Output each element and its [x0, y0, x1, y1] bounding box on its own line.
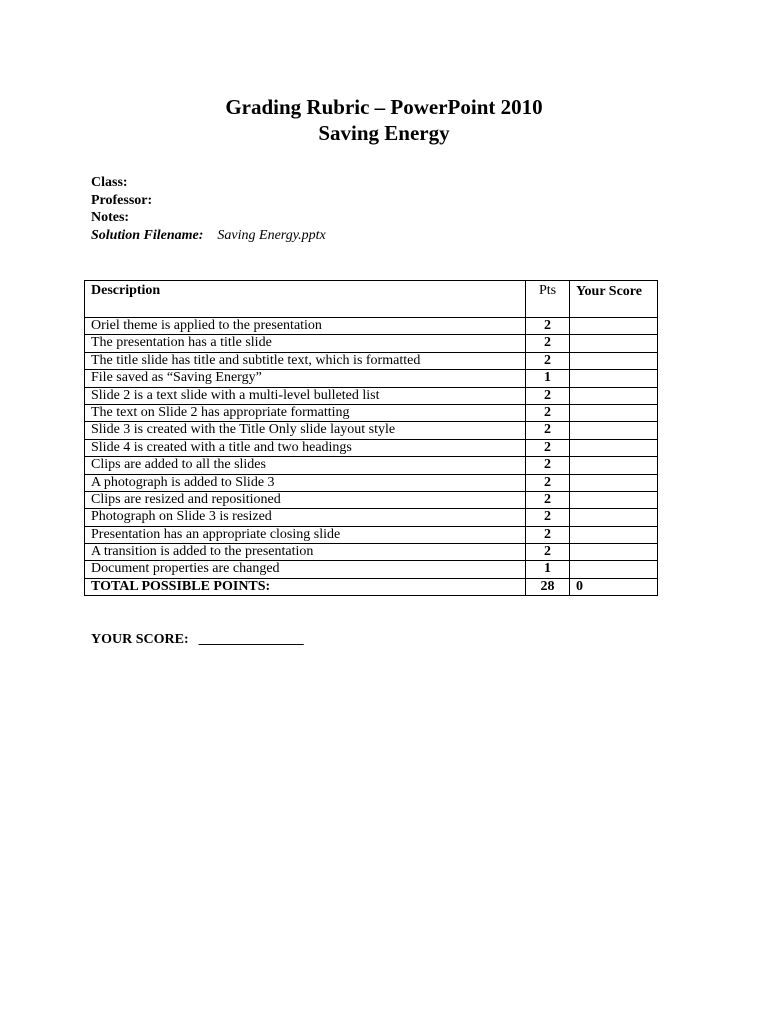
- rubric-row: [85, 491, 658, 508]
- row-description: Slide 2 is a text slide with a multi-level bulleted list: [85, 387, 526, 404]
- rubric-row: [85, 457, 658, 474]
- header-pts: Pts: [526, 281, 570, 318]
- rubric-row: [85, 544, 658, 561]
- row-pts: 2: [526, 526, 570, 543]
- row-description: Presentation has an appropriate closing slide: [85, 526, 526, 543]
- row-description: The title slide has title and subtitle text, which is formatted: [85, 352, 526, 369]
- row-score: [570, 387, 658, 404]
- document-title: Grading Rubric – PowerPoint 2010: [225, 95, 543, 119]
- row-pts: 2: [526, 457, 570, 474]
- notes-label: Notes:: [91, 210, 130, 225]
- row-pts: 1: [526, 370, 570, 387]
- total-pts: 28: [526, 578, 570, 595]
- row-description: Document properties are changed: [85, 561, 526, 578]
- rubric-row: [85, 422, 658, 439]
- row-pts: 2: [526, 509, 570, 526]
- row-score: [570, 491, 658, 508]
- row-description: Oriel theme is applied to the presentation: [85, 318, 526, 335]
- solution-filename-value: Saving Energy.pptx: [217, 227, 326, 243]
- row-description: Slide 4 is created with a title and two headings: [85, 439, 526, 456]
- row-score: [570, 404, 658, 421]
- your-score-line: [91, 632, 304, 648]
- rubric-row: [85, 352, 658, 369]
- row-pts: 2: [526, 422, 570, 439]
- row-score: [570, 352, 658, 369]
- rubric-row: [85, 318, 658, 335]
- row-description: A transition is added to the presentation: [85, 544, 526, 561]
- row-pts: 2: [526, 404, 570, 421]
- row-description: Clips are added to all the slides: [85, 457, 526, 474]
- row-description: Photograph on Slide 3 is resized: [85, 509, 526, 526]
- your-score-blank: _______________: [198, 632, 304, 647]
- row-pts: 2: [526, 439, 570, 456]
- rubric-row: [85, 561, 658, 578]
- row-score: [570, 439, 658, 456]
- total-score: 0: [570, 578, 658, 595]
- rubric-row: [85, 439, 658, 456]
- rubric-row: [85, 404, 658, 421]
- rubric-body: [85, 318, 658, 596]
- row-pts: 2: [526, 474, 570, 491]
- row-score: [570, 335, 658, 352]
- row-description: The presentation has a title slide: [85, 335, 526, 352]
- row-score: [570, 526, 658, 543]
- row-description: The text on Slide 2 has appropriate formatting: [85, 404, 526, 421]
- solution-filename-label: Solution Filename:: [91, 227, 204, 243]
- row-pts: 2: [526, 318, 570, 335]
- row-score: [570, 318, 658, 335]
- row-score: [570, 561, 658, 578]
- row-score: [570, 474, 658, 491]
- row-pts: 2: [526, 352, 570, 369]
- rubric-row: [85, 387, 658, 404]
- header-description: Description: [85, 281, 526, 318]
- header-your-score: Your Score: [570, 281, 658, 318]
- rubric-row: [85, 370, 658, 387]
- row-description: File saved as “Saving Energy”: [85, 370, 526, 387]
- rubric-meta: [91, 174, 326, 244]
- row-pts: 2: [526, 387, 570, 404]
- rubric-table: [84, 280, 658, 596]
- rubric-row: [85, 526, 658, 543]
- total-label: TOTAL POSSIBLE POINTS:: [85, 578, 526, 595]
- row-pts: 2: [526, 544, 570, 561]
- rubric-row: [85, 509, 658, 526]
- total-row: [85, 578, 658, 595]
- row-score: [570, 422, 658, 439]
- row-description: A photograph is added to Slide 3: [85, 474, 526, 491]
- document-subtitle: Saving Energy: [318, 121, 450, 145]
- professor-label: Professor:: [91, 192, 153, 208]
- row-description: Slide 3 is created with the Title Only slide layout style: [85, 422, 526, 439]
- row-score: [570, 544, 658, 561]
- row-pts: 1: [526, 561, 570, 578]
- row-description: Clips are resized and repositioned: [85, 491, 526, 508]
- solution-filename-line: [91, 227, 326, 245]
- rubric-row: [85, 474, 658, 491]
- row-pts: 2: [526, 491, 570, 508]
- your-score-label: YOUR SCORE:: [91, 632, 189, 647]
- row-score: [570, 509, 658, 526]
- row-score: [570, 457, 658, 474]
- class-label: Class:: [91, 175, 128, 190]
- row-pts: 2: [526, 335, 570, 352]
- rubric-header-row: [85, 281, 658, 318]
- rubric-row: [85, 335, 658, 352]
- row-score: [570, 370, 658, 387]
